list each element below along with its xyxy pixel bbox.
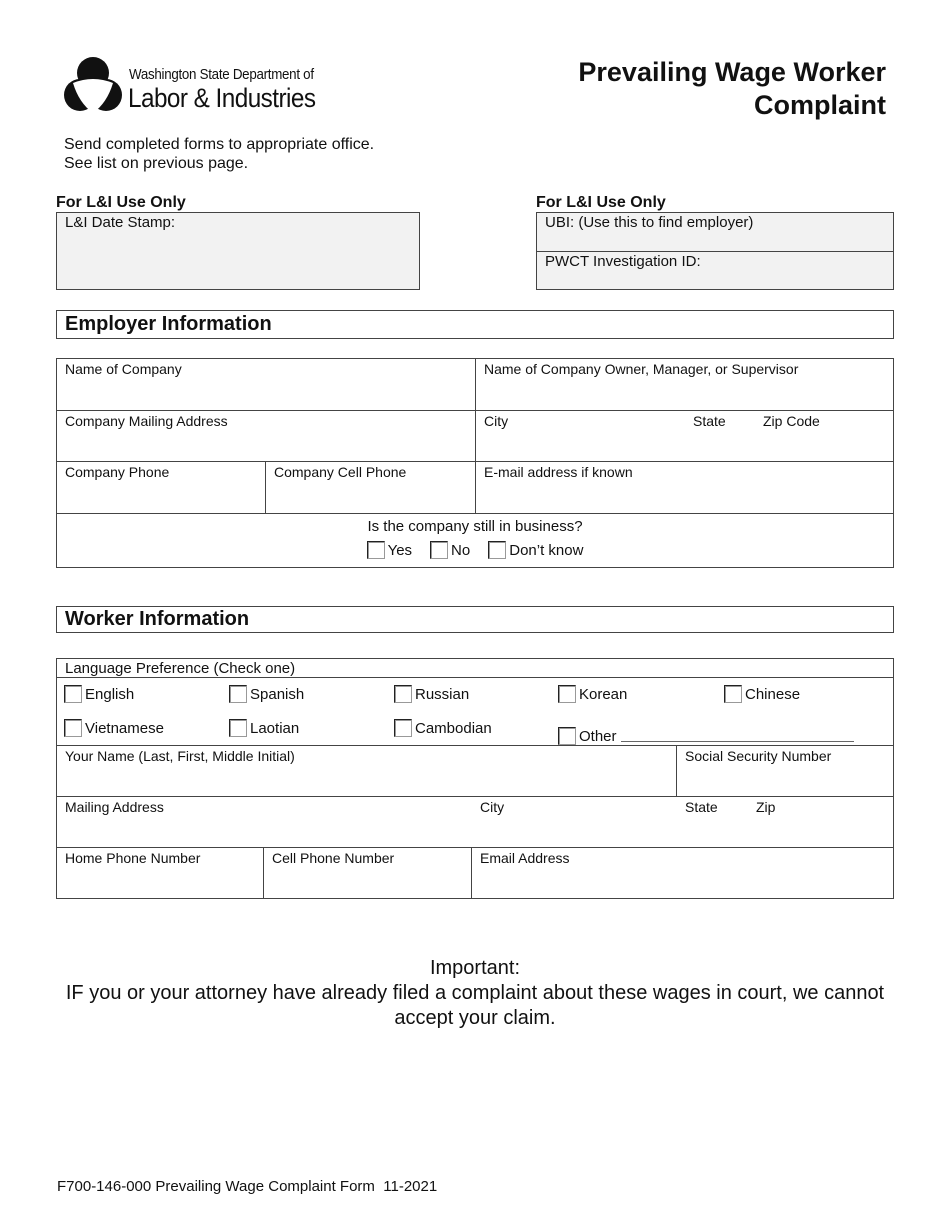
company-zip-field[interactable]: Zip Code [763,413,820,429]
lang-chinese[interactable] [724,685,800,703]
employer-section-heading: Employer Information [56,310,894,339]
lang-russian[interactable] [394,685,469,703]
option-label: English [85,685,135,703]
company-address-field[interactable] [57,411,476,461]
worker-email-field[interactable] [472,848,893,898]
office-use-heading-left: For L&I Use Only [56,194,186,211]
in-business-no[interactable] [430,541,470,559]
lang-laotian[interactable] [229,719,299,737]
language-options-row [57,678,893,746]
field-label: City [480,799,505,815]
ubi-label: UBI: (Use this to find employer) [545,214,754,231]
send-instructions [64,135,374,173]
title-line2: Complaint [754,90,886,120]
send-note-line2: See list on previous page. [64,155,249,172]
logo-line2: Labor & Industries [128,83,316,113]
ubi-field[interactable] [537,213,893,252]
worker-table [56,658,894,899]
field-label: State [685,799,718,815]
field-label: Name of Company [65,361,182,377]
checkbox[interactable] [488,541,506,559]
date-stamp-label: L&I Date Stamp: [65,214,176,231]
lang-english[interactable] [64,685,134,703]
field-label: Company Cell Phone [274,464,407,480]
option-label: Laotian [250,719,300,737]
field-label: Home Phone Number [65,850,201,866]
lang-cambodian[interactable] [394,719,492,737]
option-label: Cambodian [415,719,492,737]
option-label: Spanish [250,685,305,703]
lang-spanish[interactable] [229,685,304,703]
worker-zip-field[interactable]: Zip [756,799,776,815]
option-label: Russian [415,685,470,703]
lang-korean[interactable] [558,685,627,703]
field-label: Cell Phone Number [272,850,395,866]
page-title [578,56,886,122]
checkbox[interactable] [558,685,576,703]
important-text: IF you or your attorney have already filed a complaint about these wages in court, we cannot accept your claim. [65,982,885,1029]
option-label: Yes [387,541,413,559]
logo-line1: Washington State Department of [129,67,314,83]
in-business-row [57,514,893,567]
checkbox[interactable] [229,719,247,737]
field-label: Social Security Number [685,748,832,764]
option-label: Chinese [745,685,801,703]
table-row [57,746,893,797]
checkbox[interactable] [64,685,82,703]
option-label: Vietnamese [85,719,164,737]
in-business-options [367,541,584,559]
important-notice [56,956,894,1031]
language-label: Language Preference (Check one) [65,659,296,677]
field-label: Company Mailing Address [65,413,228,429]
li-trefoil-logo-icon [63,55,123,117]
checkbox[interactable] [394,719,412,737]
checkbox[interactable] [430,541,448,559]
checkbox[interactable] [558,727,576,745]
in-business-dont-know[interactable] [488,541,583,559]
employer-table [56,358,894,568]
office-use-right-box [536,212,894,290]
worker-section-heading: Worker Information [56,606,894,633]
checkbox[interactable] [724,685,742,703]
cell-phone-field[interactable] [264,848,472,898]
company-city-field[interactable] [476,411,893,461]
table-row [57,797,893,848]
worker-city-field[interactable] [472,797,677,847]
other-language-input[interactable] [621,741,854,742]
worker-state-field[interactable] [677,797,893,847]
field-label: Company Phone [65,464,170,480]
checkbox[interactable] [394,685,412,703]
worker-address-field[interactable] [57,797,472,847]
in-business-yes[interactable] [367,541,412,559]
table-row [57,359,893,411]
company-state-field[interactable]: State [693,413,726,429]
field-label: Email Address [480,850,570,866]
ssn-field[interactable] [677,746,893,796]
company-owner-field[interactable] [476,359,893,410]
important-heading: Important: [429,957,521,979]
checkbox[interactable] [367,541,385,559]
table-row [57,411,893,462]
lang-other[interactable] [558,727,617,745]
home-phone-field[interactable] [57,848,264,898]
field-label: Mailing Address [65,799,164,815]
pwct-id-label: PWCT Investigation ID: [545,253,701,270]
company-email-field[interactable] [476,462,893,513]
option-label: Other [579,727,617,745]
company-name-field[interactable] [57,359,476,410]
company-cell-field[interactable] [266,462,476,513]
field-label: Name of Company Owner, Manager, or Supervisor [484,361,799,377]
checkbox[interactable] [229,685,247,703]
agency-logo [63,55,333,117]
send-note-line1: Send completed forms to appropriate office. [64,136,375,153]
option-label: Don’t know [509,541,584,559]
option-label: Korean [579,685,628,703]
pwct-id-field[interactable] [537,252,893,271]
worker-name-field[interactable] [57,746,677,796]
title-line1: Prevailing Wage Worker [578,57,886,87]
field-label: E-mail address if known [484,464,633,480]
language-label-row [57,659,893,678]
company-phone-field[interactable] [57,462,266,513]
field-label: City [484,413,509,429]
lang-vietnamese[interactable] [64,719,164,737]
field-label: Your Name (Last, First, Middle Initial) [65,748,295,764]
in-business-question: Is the company still in business? [367,518,583,535]
table-row [57,848,893,898]
option-label: No [451,541,471,559]
date-stamp-box[interactable] [56,212,420,290]
form-id-footer: F700-146-000 Prevailing Wage Complaint Form 11-2021 [57,1178,438,1195]
checkbox[interactable] [64,719,82,737]
office-use-heading-right: For L&I Use Only [536,194,666,211]
table-row [57,462,893,514]
